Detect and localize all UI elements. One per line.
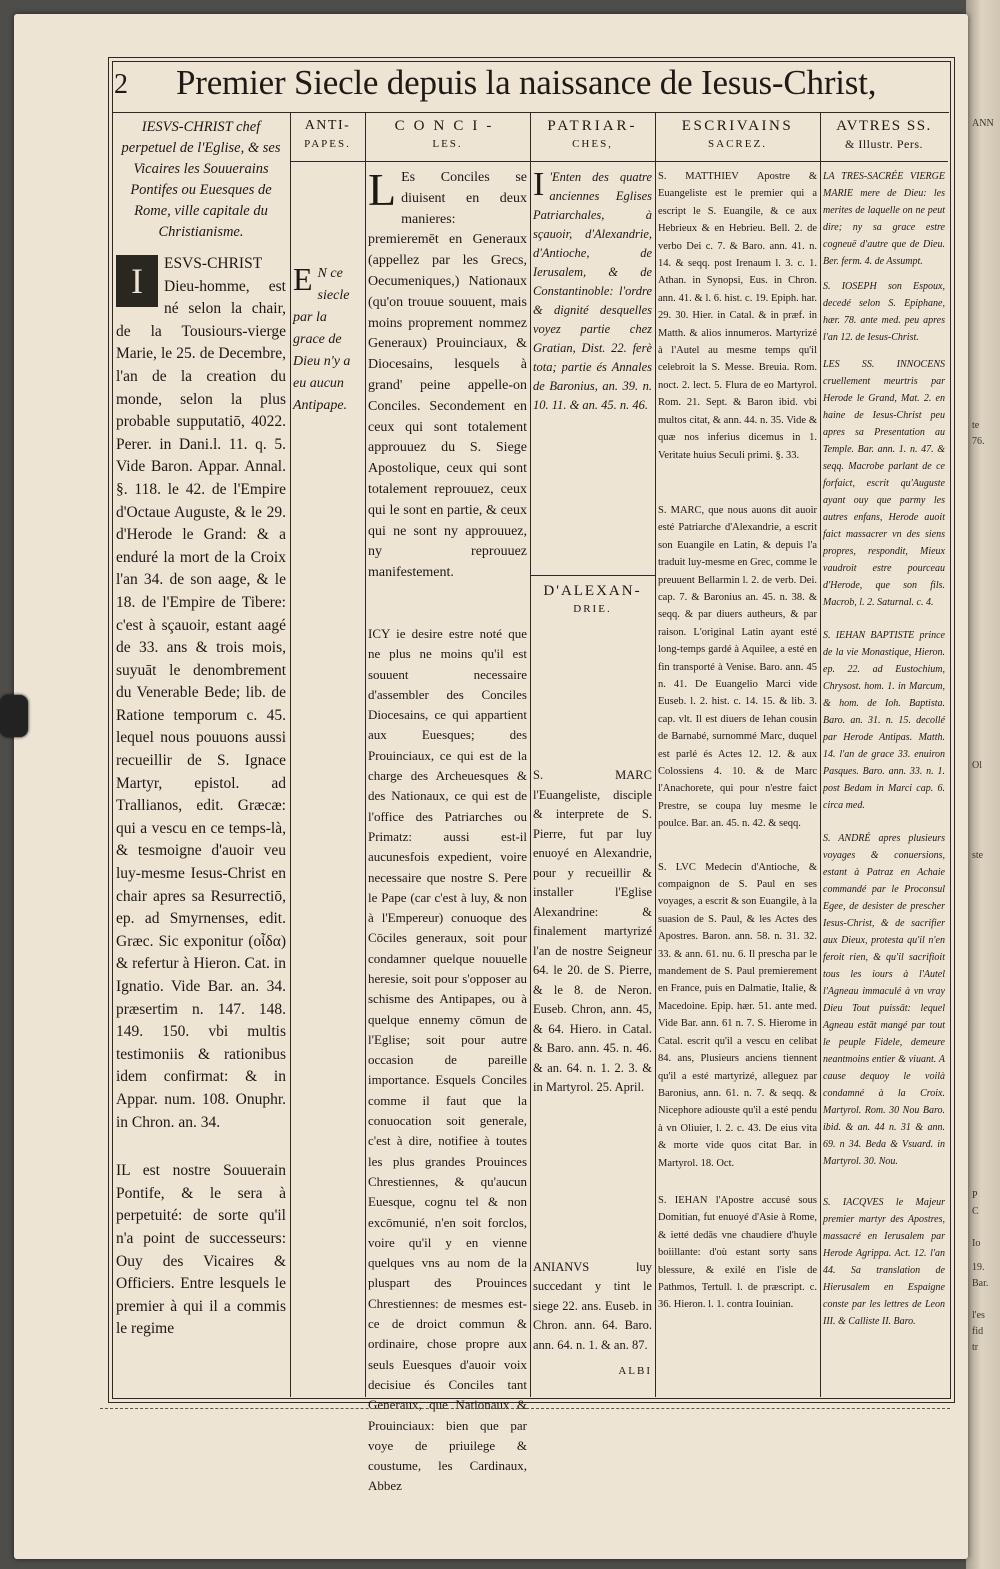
patriarches-text-1: 'Enten des quatre anciennes Eglises Patriarchales, à sçauoir, d'Alexandrie, d'Antioche, de Ierusalem, & de Constantinoble: l'ordre & dignité desquelles voyez partie chez Gratian, Dist. 22. ferè tota; partie és Annales de Baronius, an. 39. n. 10. 11. & an. 45. n. 46. xyxy=(533,170,652,412)
column-antipapes xyxy=(293,117,362,1395)
header-patriarches-2: CHES, xyxy=(572,138,613,150)
subheader-alexandrie xyxy=(533,582,652,622)
column-rule xyxy=(290,113,291,1397)
conciles-text-2: ICY ie desire estre noté que ne plus ne moins qu'il est souuent necessaire d'assembler des Conciles Diocesains, ce qui appartient aux Euesques; des Prouinciaux, ce qui est de la charge des Archeuesques & des Nationaux, ce qui est de l'office des Patriarches ou Primatz: aussi est-il aucunesfois expedient, voire necessaire que nostre S. Pere le Pape (car c'est à luy, & non à l'Empereur) conuoque des Cōciles generaux, soit pour condamner quelque nouuelle heresie, soit pour s'opposer au schisme des Antipapes, ou à quelque ennemy cōmun de l'Eglise; soit pour autre occasion de pareille importance. Esquels Conciles comme il faut que la conuocation soit generale, c'est à dire, notifiee à toutes les plus grandes Prouinces Chrestiennes, & qu'aucun Euesque, cognu tel & non excōmunié, n'en soit forclos, voire qu'il y en vienne quelques vns au nom de la pluspart des Prouinces Chrestiennes: de mesmes est-ce de droict commun & ordinaire, chose propre aux seuls Euesques d'auoir voix decisiue és Conciles tant Generaux, que Nationaux & Prouinciaux: bien que par voye de priuilege & coustume, les Cardinaux, Abbez xyxy=(368,625,527,1494)
autres-text-1: LA TRES-SACRÉE VIERGE MARIE mere de Dieu: les merites de laquelle on ne peut dire; ny sa grace estre cogneuë d'autre que de Dieu. Ber. ferm. 4. de Assumpt. xyxy=(823,171,945,267)
edge-fragment: C xyxy=(972,1206,979,1217)
edge-fragment: ANN xyxy=(972,118,994,129)
escrivains-text-3: S. LVC Medecin d'Antioche, & compaignon de S. Paul en ses voyages, a escrit & son Euangile, à la suasion de S. Paul, & les Actes des Apostres. Baron. ann. 58. n. 31. 32. 33. & ann. 61. nu. 6. Il prescha par le mandement de S. Paul premierement en France, puis en Dalmatie, Italie, & Macedoine. Epip. hær. 51. ante med. Vide Bar. ann. 61 n. 7. S. Hierome in Catal. escrit qu'il a vescu en celibat 84. ans, Plusieurs anciens tiennent qu'il a esté martyrizé, alleguez par Baronius, ann. 61. n. 7. & seqq. & Nicephore adiouste qu'il a esté pendu à vn Oliuier, l. 2. c. 43. De eius vita & morte vide quos citat Bar. in Martyrol. 18. Oct. xyxy=(658,861,817,1169)
antipapes-text: N ce siecle par la grace de Dieu n'y a eu aucun Antipape. xyxy=(293,266,351,413)
column-conciles xyxy=(368,117,527,1494)
subheader-rule xyxy=(820,161,948,162)
next-page-edge xyxy=(966,0,1000,1569)
column-header-patriarches xyxy=(533,117,652,157)
column-rule xyxy=(820,113,821,1397)
jesus-paragraph-1 xyxy=(116,253,286,1134)
autres-text-5: S. ANDRÉ apres plusieurs voyages & conuersions, estant à Patraz en Achaie commandé par le Proconsul Egee, de desister de prescher Iesus-Christ, & de sacrifier aux Dieux, protesta qu'il n'en feroit rien, & qu'il sacrifioit tous les iours à l'Autel l'Agneau immaculé à vn vray Dieu Tout puissāt: lequel Agneau estāt mangé par tout le peuple Fidele, demeure neantmoins entier & viuant. A cause dequoy le voilà condamné à la Croix. Martyrol. Rom. 30 Nou Baro. ibid. & an. 44 n. 31 & ann. 69. n 34. Beda & Vsuard. in Martyrol. 30. Nou. xyxy=(823,833,945,1167)
edge-fragment: l'es xyxy=(972,1310,985,1321)
escrivains-text-2: S. MARC, que nous auons dit auoir esté Patriarche d'Alexandrie, a escrit son Euangile en Latin, & depuis l'a traduit luy-mesme en Grec, comme le preuuent Bellarmin l. 2. de verb. Dei. cap. 7. & Baronius an. 45. n. 38. & seqq. & par diuers autheurs, & par raison. L'original Latin ayant esté long-temps gardé à Aquilee, a esté en fin transporté à Venise. Baro. ann. 45 n. 41. De Euangelio Marci vide Euseb. l. 2. hist. c. 14. 15. & lib. 3. cap. vlt. Il est diuers de Iehan cousin de Barnabé, surnommé Marc, duquel est parlé és Actes 12. 12. & aux Colossiens 4. 10. & de Marc l'Anachorete, qui pour n'estre faict Prestre, se coupa luy mesme le poulce. Bar. an. 45. n. 42. & seqq. xyxy=(658,504,817,830)
header-patriarches-1: PATRIAR- xyxy=(547,118,638,134)
antipapes-paragraph xyxy=(293,263,362,417)
autres-text-3: LES SS. INNOCENS cruellement meurtris par Herode le Grand, Mat. 2. en haine de Iesus-Christ peu apres sa Presentation au Temple. Bar. ann. 1. n. 47. & seqq. Macrobe parlant de ce forfaict, escrit qu'Auguste ayant ouy que parmy les autres enfans, Herode auoit faict massacrer vn des siens propres, respondit, Mieux vaudroit estre pourceau d'Herode, que son fils. Macrob, l. 2. Saturnal. c. 4. xyxy=(823,359,945,608)
patriarches-text-3: ANIANVS luy succedant y tint le siege 22. ans. Euseb. in Chron. ann. 64. Baro. ann. 64. n. 1. & an. 87. xyxy=(533,1259,652,1352)
catchword: ALBI xyxy=(618,1365,652,1377)
page-title: Premier Siecle depuis la naissance de Iesus-Christ, xyxy=(176,63,877,102)
column-header-escrivains xyxy=(658,117,817,157)
column-patriarches xyxy=(533,117,652,1395)
edge-fragment: tr xyxy=(972,1342,979,1353)
subheader-rule xyxy=(655,161,820,162)
ornamented-initial: I xyxy=(116,255,158,307)
edge-fragment: 19. xyxy=(972,1262,985,1273)
autres-text-2: S. IOSEPH son Espoux, decedé selon S. Epiphane, hær. 78. ante med. peu apres l'an 12. de Iesus-Christ. xyxy=(823,281,945,343)
edge-fragment: Ol xyxy=(972,760,982,771)
subheader-rule xyxy=(365,161,530,162)
edge-fragment: Io xyxy=(972,1238,981,1249)
drop-initial: I xyxy=(533,166,545,203)
header-escrivains-1: ESCRIVAINS xyxy=(681,118,794,134)
header-alexandrie-2: DRIE. xyxy=(573,603,612,615)
patriarches-paragraph-1 xyxy=(533,168,652,415)
column-rule xyxy=(530,113,531,1397)
drop-initial: L xyxy=(368,164,397,215)
subheader-rule xyxy=(530,575,655,576)
header-antipapes-1: ANTI- xyxy=(304,118,351,133)
column-header-conciles xyxy=(368,117,527,157)
bottom-rule xyxy=(100,1408,950,1409)
patriarches-text-2: S. MARC l'Euangeliste, disciple & interprete de S. Pierre, fut par luy enuoyé en Alexandrie, pour y recueillir & installer l'Eglise Alexandrine: & finalement martyrizé l'an de nostre Seigneur 64. le 20. de S. Pierre, & le 8. de Neron. Euseb. Chron, ann. 45, & 64. Hiero. in Catal. & Baro. ann. 45. n. 46. & an. 64. n. 1. 2. 3. & in Martyrol. 25. April. xyxy=(533,768,652,1094)
subheader-rule xyxy=(290,161,365,162)
column-escrivains xyxy=(658,117,817,1395)
page-number: 2 xyxy=(114,69,128,100)
conciles-text-1: Es Conciles se diuisent en deux manieres: premieremēt en Generaux (appellez par les Grecs, Oecumeniques,) Nationaux (qu'on trouue souuent, mais moins proprement nommez Generaux) Prouinciaux, & Diocesains, lesquels à grand' peine appelle-on Conciles. Secondement en ceux qui sont totalement approuuez du S. Siege Apostolique, ceux qui sont totalement reprouuez, ceux qui le sont en partie, & ceux qui ne sont ny approuuez, ny reprouuez manifestement. xyxy=(368,170,527,581)
running-head xyxy=(112,63,949,111)
header-escrivains-2: SACREZ. xyxy=(708,138,767,150)
header-antipapes-2: PAPES. xyxy=(304,138,351,150)
edge-fragment: Bar. xyxy=(972,1278,989,1289)
edge-fragment: ste xyxy=(972,850,984,861)
conciles-paragraph-1 xyxy=(368,164,527,584)
escrivains-text-1: S. MATTHIEV Apostre & Euangeliste est le premier qui a escript le S. Euangile, & ce aux Hebrieux & en Hebrieu. Bell. 2. de verbo Dei c. 7. & Baro. ann. 41. n. 14. & seqq. post Irenaum l. 3. c. 1. Athan. in Synopsi, Eus. in Chron. ann. 41. & l. 6. hist. c. 19. Epiph. har. 29. 30. Hier. in Catal. & in præf. in Matth. & alios innumeros. Martyrizé à l'Autel au mesme temps qu'il celebroit la S. Messe. Breuia. Rom. noct. 2. lect. 5. Flura de eo Martyrol. Rom. 21. Sept. & Baron ibid. vbi multos citat, & ann. 44. n. 35. Vide & quæ nos inferius dicemus in 1. Veritate huius Seculi primi. §. 33. xyxy=(658,171,817,461)
header-autres-1: AVTRES SS. xyxy=(836,118,932,134)
column-rule xyxy=(655,113,656,1397)
scanner-clip xyxy=(0,695,28,737)
jesus-text-2: IL est nostre Souuerain Pontife, & le sera à perpetuité: de sorte qu'il n'a point de successeurs: Ouy des Vicaires & Officiers. Entre lesquels le premier à qui il a commis le regime xyxy=(116,1162,286,1338)
header-conciles-1: CONCI- xyxy=(394,118,501,134)
header-autres-2: & Illustr. Pers. xyxy=(844,137,923,151)
column-autres xyxy=(823,117,945,1395)
edge-fragment: P xyxy=(972,1190,978,1201)
edge-fragment: 76. xyxy=(972,436,985,447)
escrivains-text-4: S. IEHAN l'Apostre accusé sous Domitian, fut enuoyé d'Asie à Rome, & ietté dedās vne chaudiere d'huyle boiillante: d'où estant sorty sans blessure, & exilé en l'isle de Pathmos, Tertull. l. de præscript. c. 36. Hieron. l. 1. contra Iouinian. xyxy=(658,1194,817,1311)
column-header-jesus: IESVS-CHRIST chef perpetuel de l'Eglise, & ses Vicaires les Souuerains Pontifes ou Euesques de Rome, ville capitale du Christianisme. xyxy=(121,119,281,240)
jesus-text-1: ESVS-CHRIST Dieu-homme, est né selon la chair, de la Tousiours-vierge Marie, le 25. de Decembre, l'an de la creation du monde, selon la plus probable supputatiō, 4022. Perer. in Dani.l. 11. q. 5. Vide Baron. Appar. Annal. §. 118. le 42. de l'Empire d'Octaue Auguste, & le 29. d'Herode le Grand: & a enduré la mort de la Croix l'an 34. de son aage, & le 18. de l'Empire de Tibere: c'est à sçauoir, estant aagé de 33. ans & trois mois, suyuāt le denombrement du Venerable Bede; lib. de Ratione temporum c. 45. lequel nous pouuons aussi recueillir de S. Ignace Martyr, epistol. ad Trallianos, edit. Græcæ: qui a vescu en ce temps-là, & tesmoigne d'auoir veu luy-mesme Iesus-Christ en chair apres sa Resurrectiō, ep. ad Smyrnenses, edit. Græc. Sic exponitur (οἶδα) & refertur à Hieron. Cat. in Ignatio. Vide Bar. an. 34. præsertim n. 147. 148. 149. 150. vbi multis testimoniis & rationibus idem confirmat: & in Appar. num. 108. Onuphr. in Chron. an. 34. xyxy=(116,255,286,1131)
column-header-autres xyxy=(823,117,945,157)
edge-fragment: te xyxy=(972,420,980,431)
header-alexandrie-1: D'ALEXAN- xyxy=(543,583,642,599)
drop-initial: E xyxy=(293,261,313,297)
header-conciles-2: LES. xyxy=(432,138,463,150)
subheader-rule xyxy=(530,161,655,162)
column-header-antipapes xyxy=(293,117,362,157)
column-rule xyxy=(365,113,366,1397)
autres-text-6: S. IACQVES le Majeur premier martyr des Apostres, massacré en Ierusalem par Herode Agrippa. Act. 12. l'an 44. Sa translation de Hierusalem en Espaigne conste par les lettres de Leon III. & Calliste II. Baro. xyxy=(823,1197,945,1327)
column-jesus-christ xyxy=(116,117,286,1395)
edge-fragment: fid xyxy=(972,1326,984,1337)
autres-text-4: S. IEHAN BAPTISTE prince de la vie Monastique, Hieron. ep. 22. ad Eustochium, Chrysost. hom. 1. in Marcum, & hom. de Ioh. Baptista. Baro. an. 31. n. 15. decollé par Herode Antipas. Matth. 14. l'an de grace 33. enuiron Pasques. Baro. ann. 33. n. 1. post Bedam in Marci cap. 6. circa med. xyxy=(823,630,945,811)
